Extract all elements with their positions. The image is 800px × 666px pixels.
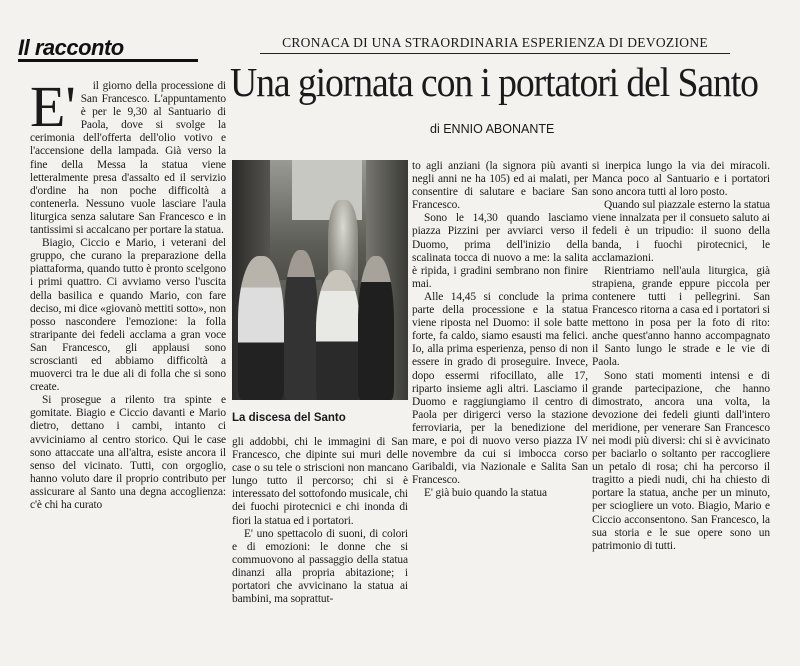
article-column-1 [30, 80, 226, 660]
article-column-2 [232, 436, 408, 660]
paragraph: gli addobbi, chi le immagini di San Francesco, che dipinte sui muri delle case o su tele o striscioni non mancano lungo tutto il percorso; chi si è interessato del sottofondo musicale, chi dei fuochi pirotecnici e chi inonda di fiori la statua ed i portatori. [232, 436, 408, 527]
article-column-3 [412, 160, 588, 660]
paragraph: Rientriamo nell'aula liturgica, già strapiena, grande eppure piccola per contenere tutti i pellegrini. San Francesco ritorna a casa ed i portatori si mettono in posa per la foto di rito: anche quest'anno hanno accompagnato il Santo lungo le strade e le vie di Paola. [592, 264, 770, 369]
section-label: Il racconto [18, 34, 198, 62]
article-column-4 [592, 160, 770, 660]
paragraph: Si prosegue a rilento tra spinte e gomitate. Biagio e Ciccio davanti e Mario dietro, dettano i cambi, intanto ci avviciniamo al centro storico. Qui le case sono attaccate una all'altra, esiste ancora il senso del vicinato. Tutti, con orgoglio, hanno voluto dare il proprio contributo per assicurare al Santo una degna accoglienza: c'è chi ha curato [30, 394, 226, 511]
paragraph: Alle 14,45 si conclude la prima parte della processione e la statua viene riposta nel Duomo: il sole batte forte, fa caldo, siamo esausti ma felici. Io, alla prima esperienza, penso di non essere in grado di proseguire. Invece, dopo essermi rifocillato, alle 17, riparto insieme agli altri. Lasciamo il Duomo e raggiungiamo il centro di Paola per dirigerci verso la stazione ferroviaria, per la benedizione del mare, e poi di nuovo verso piazza IV novembre da cui si imbocca corso Garibaldi, via Nazionale e Salita San Francesco. [412, 290, 588, 487]
paragraph: il giorno della processione di San Francesco. L'appuntamento è per le 9,30 al Santuario di Paola, dove si svolge la cerimonia dell'offerta dell'olio votivo e l'accensione della lampada. Già verso la fine della Messa la statua viene letteralmente presa d'assalto ed il servizio d'ordine ha non poche difficoltà a contenerla. Nessuno vuole lasciare l'aula liturgica senza salutare San Francesco e in tantissimi si accalcano per portare la statua. [30, 80, 226, 237]
drop-cap: E' [30, 80, 76, 139]
article-headline: Una giornata con i portatori del Santo [230, 59, 758, 105]
article-kicker: CRONACA DI UNA STRAORDINARIA ESPERIENZA DI DEVOZIONE [260, 34, 730, 54]
paragraph: Sono le 14,30 quando lasciamo piazza Pizzini per avviarci verso il Duomo, prima dell'inizio della scalinata tocca di nuovo a me: la salita è ripida, i gradini sembrano non finire mai. [412, 212, 588, 290]
paragraph: Quando sul piazzale esterno la statua viene innalzata per il consueto saluto ai fedeli è un tripudio: il suono della banda, i fuochi pirotecnici, le acclamazioni. [592, 199, 770, 264]
paragraph: E' già buio quando la statua [424, 487, 547, 500]
photo-caption: La discesa del Santo [232, 412, 346, 424]
procession-photo [232, 160, 408, 400]
paragraph: E' uno spettacolo di suoni, di colori e di emozioni: le donne che si commuovono al passaggio della statua dinanzi alla propria abitazione; i portatori che avvicinano la statua ai bambini, ma soprattut- [232, 527, 408, 606]
paragraph: Biagio, Ciccio e Mario, i veterani del gruppo, che curano la preparazione della piattaforma, quando tutto è pronto scelgono i primi quattro. Ci avviamo verso l'uscita della basilica e quando Mario, con fare deciso, mi dice «giovanò mettiti sotto», non posso nascondere l'emozione: la folla straripante dei fedeli acclama a gran voce San Francesco, gli applausi sono scroscianti ed abbiamo difficoltà a muoverci tra le due ali di folla che si sono create. [30, 237, 226, 394]
paragraph: to agli anziani (la signora più avanti negli anni ne ha 105) ed ai malati, per consentire di salutare e baciare San Francesco. [412, 160, 588, 212]
paragraph: Sono stati momenti intensi e di grande partecipazione, che hanno dimostrato, ancora una volta, la devozione dei fedeli giunti dall'intero meridione, per venerare San Francesco nei modi più diversi: chi si è avvicinato per baciarlo o soltanto per raccogliere un petalo di rosa; chi ha percorso il tragitto a piedi nudi, chi ha chiesto di portare la statua, anche per un minuto, per sciogliere un voto. Biagio, Mario e Ciccio acconsentono. San Francesco, la sua storia e le sue opere sono un patrimonio di tutti. [592, 369, 770, 552]
paragraph: si inerpica lungo la via dei miracoli. Manca poco al Santuario e i portatori sono ancora tutti al loro posto. [592, 160, 770, 199]
article-byline: di ENNIO ABONANTE [430, 122, 555, 136]
